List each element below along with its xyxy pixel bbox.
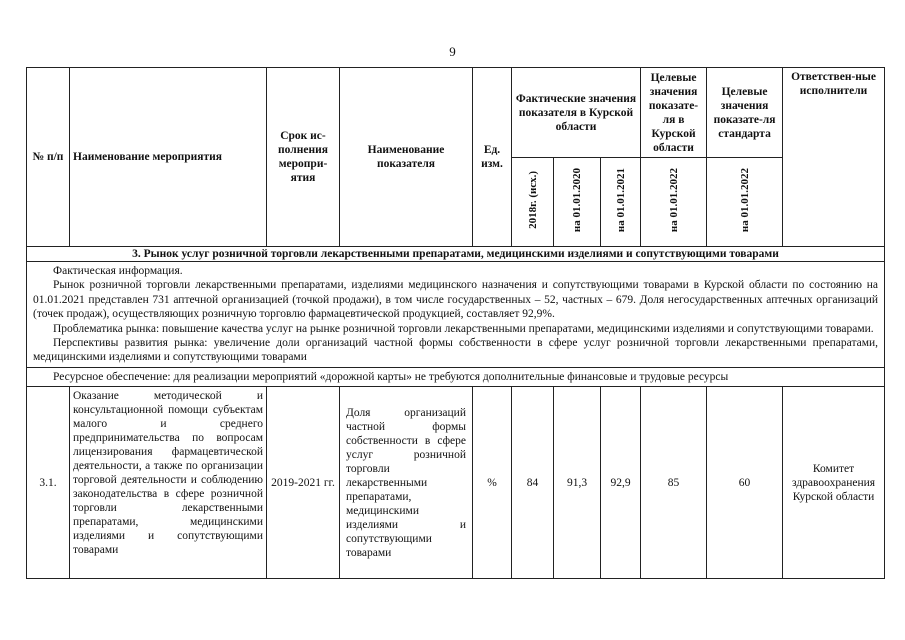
row-deadline: 2019-2021 гг. [267,387,340,579]
header-indicator: Наименование показателя [340,68,473,247]
header-sub-2020 [554,158,601,247]
header-sub-2020-text: на 01.01.2020 [571,167,583,233]
section-resources-row [27,367,885,386]
row-target-region: 85 [641,387,707,579]
header-sub-2022-standard-text: на 01.01.2022 [738,167,751,233]
section-resources [27,367,885,386]
header-actual-values: Фактические значения показателя в Курской области [512,68,641,158]
header-unit: Ед. изм. [473,68,512,247]
header-deadline: Срок ис-полнения меропри-ятия [267,68,340,247]
row-responsible: Комитет здравоохранения Курской области [783,387,885,579]
info-resources: Ресурсное обеспечение: для реализации мероприятий «дорожной карты» не требуются дополнительные финансовые и трудовые ресурсы [53,370,729,383]
page-number: 9 [449,44,456,59]
section-title-row [27,247,885,262]
section-info-row [27,262,885,368]
row-unit: % [473,387,512,579]
header-num: № п/п [27,68,70,247]
roadmap-table [26,67,885,579]
header-sub-2018 [512,158,554,247]
header-event: Наименование мероприятия [70,68,267,247]
info-heading: Фактическая информация. [53,265,183,277]
header-row-1 [27,68,885,158]
section-info [27,262,885,368]
section-title: 3. Рынок услуг розничной торговли лекарственными препаратами, медицинскими изделиями и сопутствующими товарами [27,247,885,262]
row-target-standard: 60 [707,387,783,579]
info-prospects: Перспективы развития рынка: увеличение доли организаций частной формы собственности в сфере услуг розничной торговли лекарственными препаратами, медицинскими изделиями и сопутствующими товарами [33,337,879,364]
row-event: Оказание методической и консультационной помощи субъектам малого и среднего предпринимательства по вопросам лицензирования фармацевтической деятельности, а также по организации торговой деятельности и соблюдению законодательства в сфере розничной торговли лекарственными препаратами, медицинскими изделиями и сопутствующими товарами [70,387,267,579]
header-sub-2018-text: 2018г. (исх.) [526,171,539,229]
row-indicator: Доля организаций частной формы собственности в сфере услуг розничной торговли лекарственными препаратами, медицинскими изделиями и сопутствующими товарами [340,387,473,579]
info-problems: Проблематика рынка: повышение качества услуг на рынке розничной торговли лекарственными препаратами, медицинскими изделиями и сопутствующими товарами. [53,322,874,335]
table-row [27,387,885,579]
header-target-region: Целевые значения показате-ля в Курской области [641,68,707,158]
header-responsible: Ответствен-ные исполнители [783,68,885,247]
header-sub-2021-text: на 01.01.2021 [614,167,627,233]
row-value-2018: 84 [512,387,554,579]
row-value-2021: 92,9 [601,387,641,579]
header-sub-2022-standard [707,158,783,247]
info-text: Рынок розничной торговли лекарственными препаратами, изделиями медицинского назначения и сопутствующими товарами в Курской области по состоянию на 01.01.2021 представлен 731 аптечной организацией (точкой продажи), в том числе государственных – 52, частных – 679. Доля негосударственных аптечных организаций (точек продаж), осуществляющих розничную торговлю фармацевтической продукцией, составляет 92,9%. [33,279,879,321]
header-sub-2021 [601,158,641,247]
header-target-standard: Целевые значения показате-ля стандарта [707,68,783,158]
row-num: 3.1. [27,387,70,579]
header-sub-2022-region [641,158,707,247]
header-sub-2022-region-text: на 01.01.2022 [667,167,680,233]
row-value-2020: 91,3 [554,387,601,579]
